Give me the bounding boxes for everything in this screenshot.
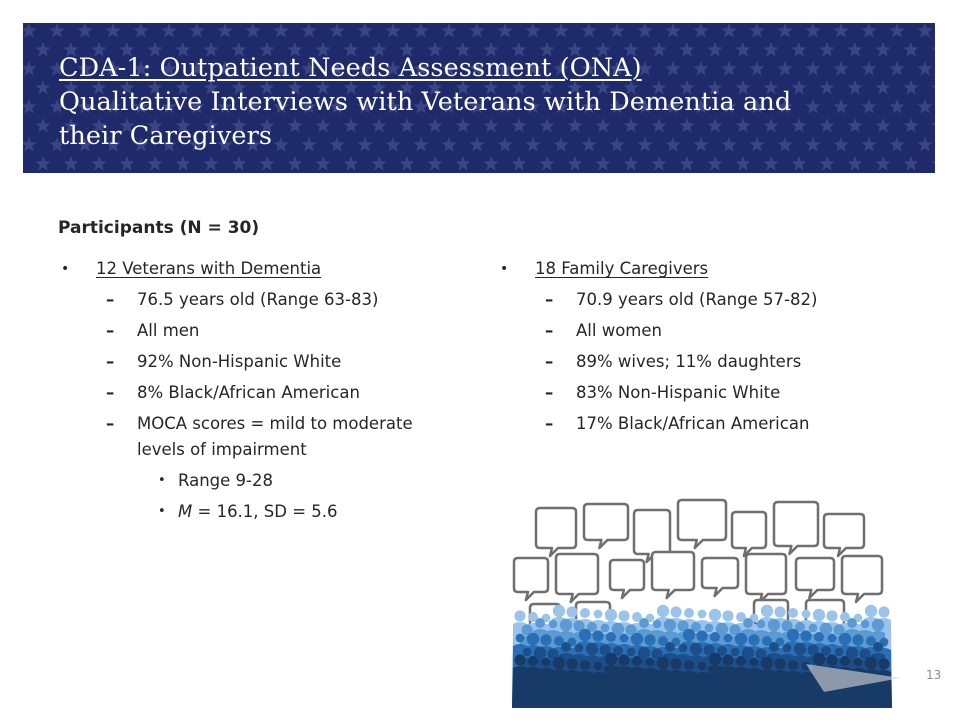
dash-icon: – bbox=[545, 414, 554, 433]
bullet-dot-icon: • bbox=[158, 504, 166, 519]
list-item bbox=[497, 380, 897, 411]
list-item bbox=[58, 287, 458, 318]
list-item bbox=[58, 380, 458, 411]
crowd-speech-bubbles-icon bbox=[506, 496, 906, 708]
bullet-dot-icon: • bbox=[158, 473, 166, 488]
caregivers-title: 18 Family Caregivers bbox=[535, 259, 709, 278]
caregivers-black: 17% Black/African American bbox=[576, 414, 810, 433]
caregivers-age: 70.9 years old (Range 57-82) bbox=[576, 290, 818, 309]
caregivers-title-item bbox=[497, 256, 897, 287]
caregivers-sex: All women bbox=[576, 321, 662, 340]
list-item bbox=[497, 349, 897, 380]
veterans-title: 12 Veterans with Dementia bbox=[96, 259, 322, 278]
veterans-black: 8% Black/African American bbox=[137, 383, 360, 402]
caregivers-relation: 89% wives; 11% daughters bbox=[576, 352, 802, 371]
list-item bbox=[497, 318, 897, 349]
slide-title bbox=[59, 51, 919, 153]
veterans-moca: MOCA scores = mild to moderate levels of impairment bbox=[137, 414, 413, 459]
list-item bbox=[58, 468, 458, 499]
participants-heading: Participants (N = 30) bbox=[58, 218, 260, 238]
title-line-2: Qualitative Interviews with Veterans with Dementia and bbox=[59, 87, 792, 117]
title-line-3: their Caregivers bbox=[59, 121, 273, 151]
veterans-column bbox=[58, 256, 458, 530]
veterans-title-item bbox=[58, 256, 458, 287]
list-item bbox=[58, 499, 458, 530]
dash-icon: – bbox=[545, 321, 554, 340]
bullet-dot-icon: • bbox=[500, 261, 509, 277]
title-banner bbox=[23, 23, 935, 173]
caregivers-white: 83% Non-Hispanic White bbox=[576, 383, 781, 402]
dash-icon: – bbox=[545, 290, 554, 309]
moca-stats: = 16.1, SD = 5.6 bbox=[192, 502, 338, 521]
dash-icon: – bbox=[106, 414, 115, 433]
dash-icon: – bbox=[106, 352, 115, 371]
caregivers-column bbox=[497, 256, 897, 442]
moca-mean-label: M bbox=[178, 502, 193, 521]
veterans-white: 92% Non-Hispanic White bbox=[137, 352, 342, 371]
moca-range: Range 9-28 bbox=[178, 471, 273, 490]
dash-icon: – bbox=[106, 290, 115, 309]
list-item bbox=[497, 411, 897, 442]
list-item bbox=[58, 411, 458, 468]
list-item bbox=[497, 287, 897, 318]
dash-icon: – bbox=[545, 383, 554, 402]
title-line-1: CDA-1: Outpatient Needs Assessment (ONA) bbox=[59, 53, 642, 83]
dash-icon: – bbox=[545, 352, 554, 371]
dash-icon: – bbox=[106, 321, 115, 340]
veterans-age: 76.5 years old (Range 63-83) bbox=[137, 290, 379, 309]
dash-icon: – bbox=[106, 383, 115, 402]
veterans-sex: All men bbox=[137, 321, 200, 340]
page-number: 13 bbox=[926, 668, 942, 682]
list-item bbox=[58, 318, 458, 349]
list-item bbox=[58, 349, 458, 380]
bullet-dot-icon: • bbox=[61, 261, 70, 277]
